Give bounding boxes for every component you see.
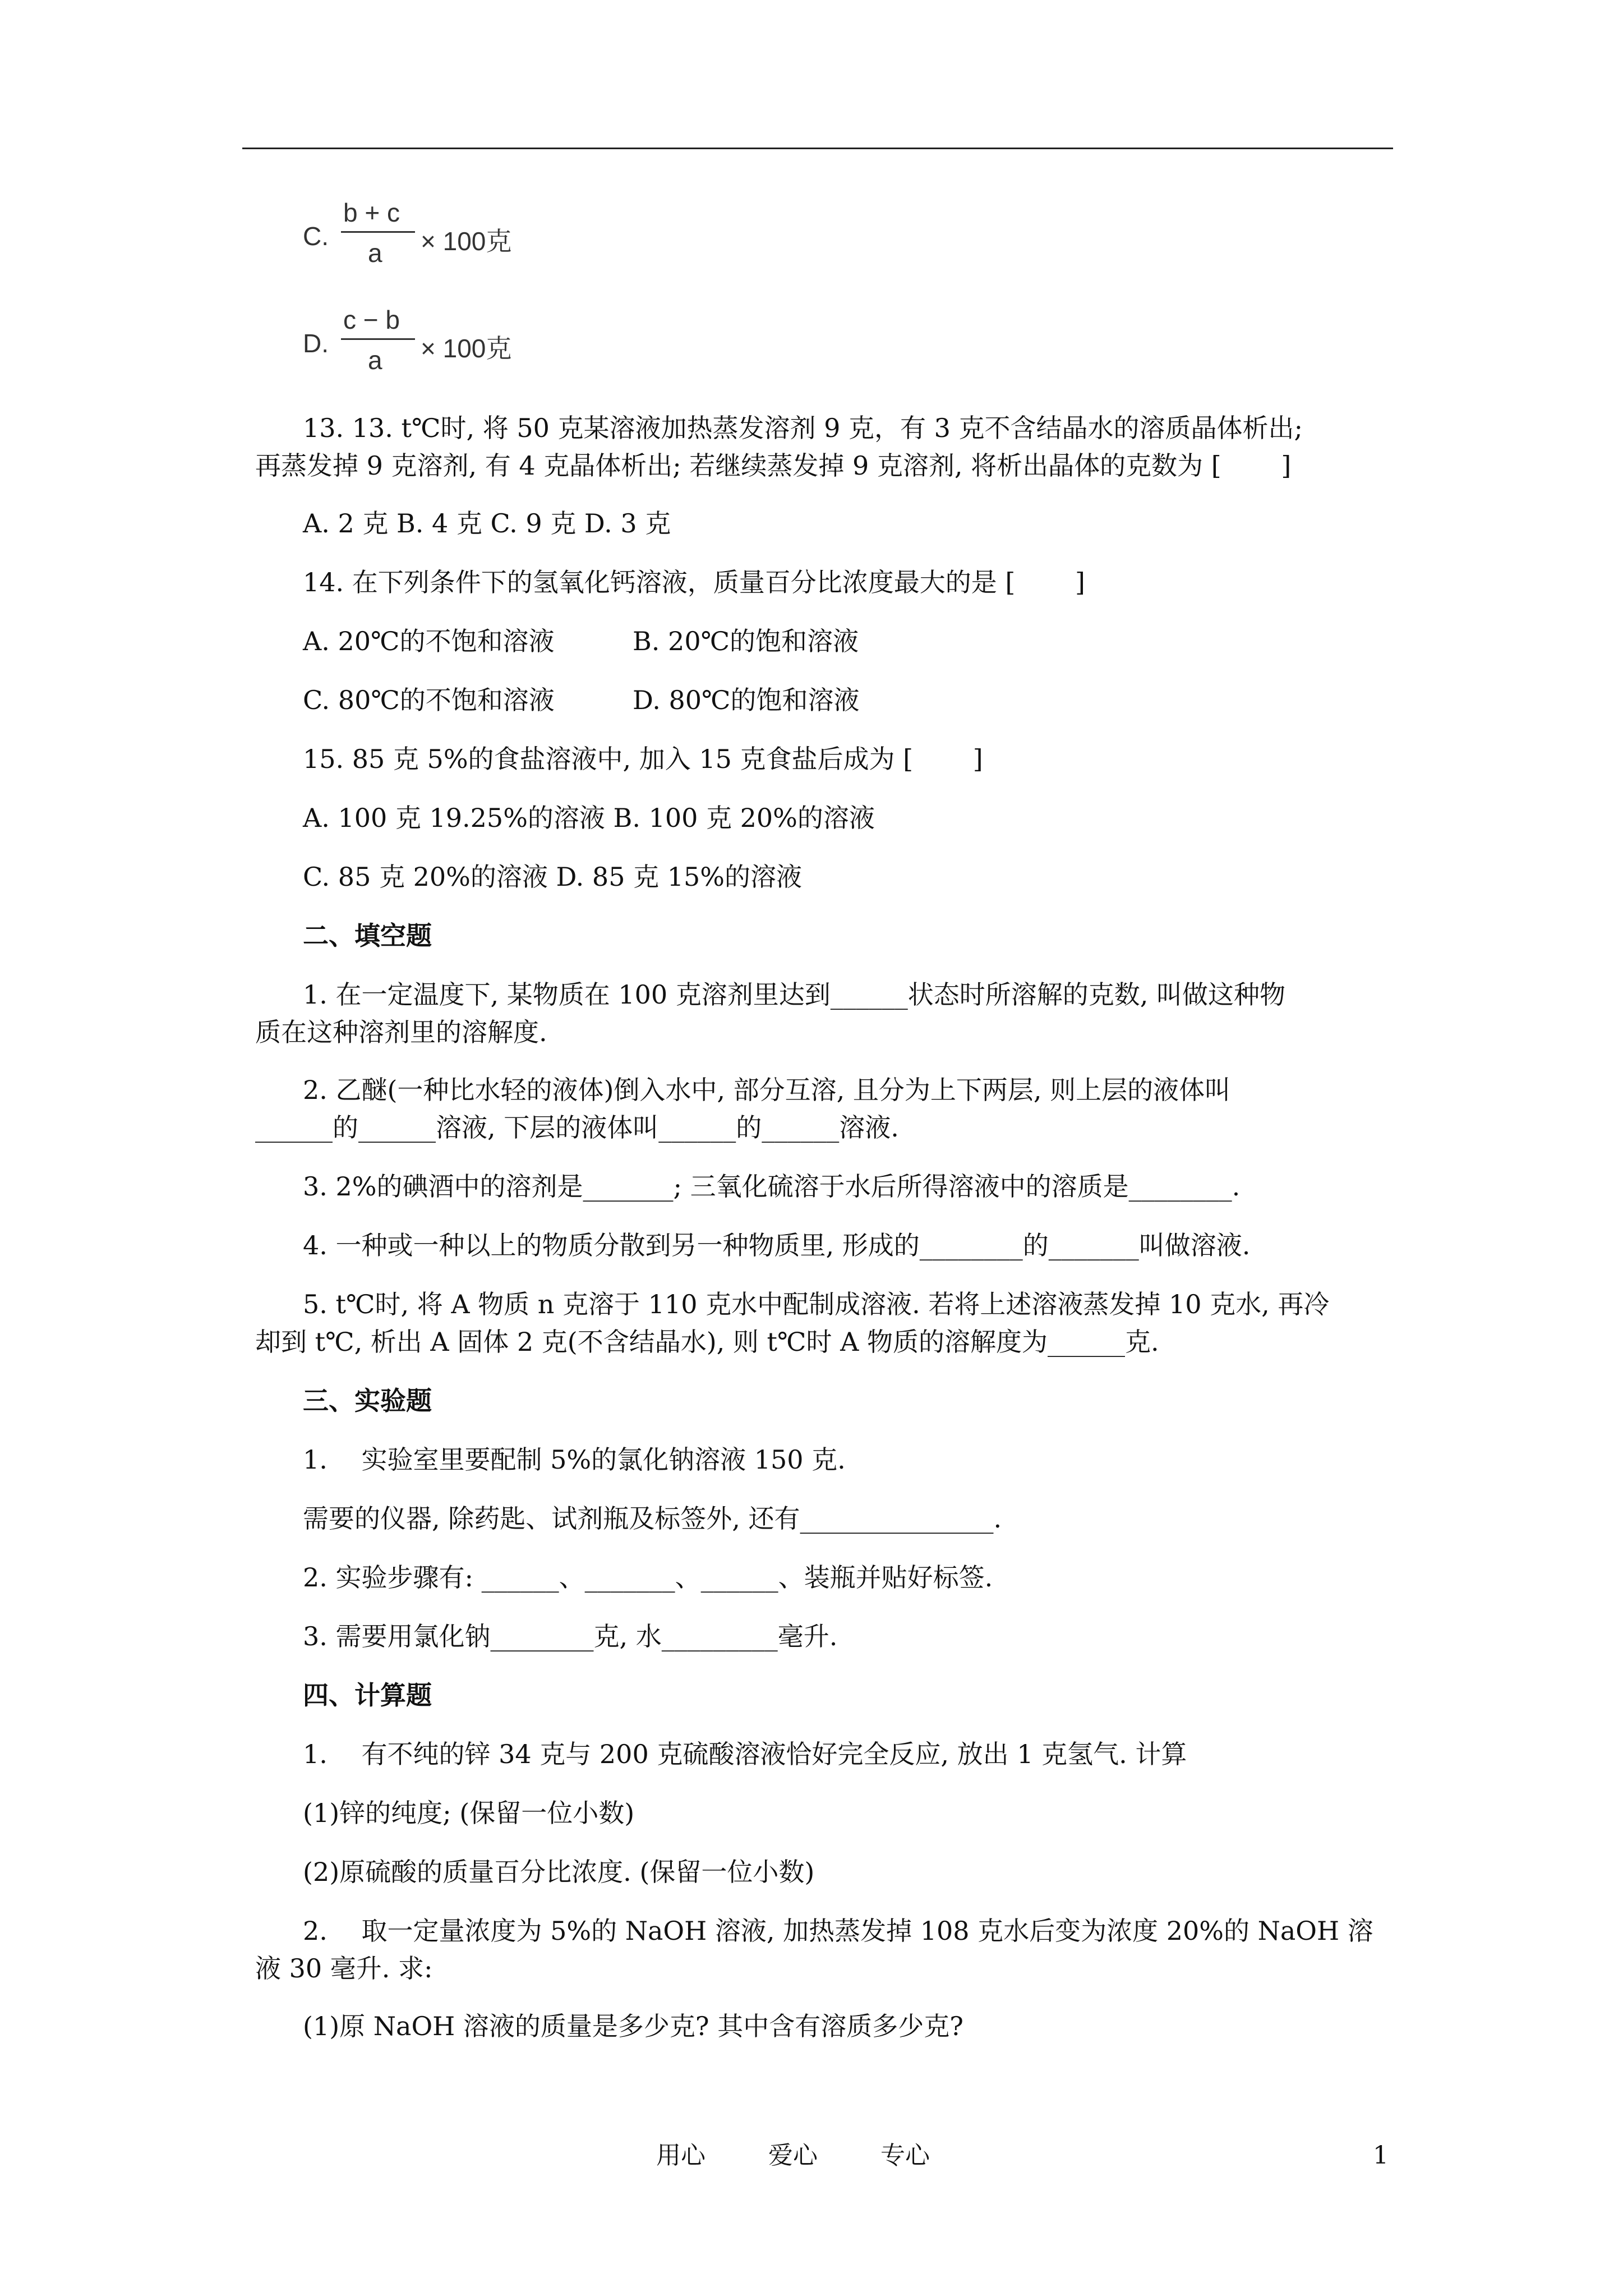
q15-options-2: C. 85 克 20%的溶液 D. 85 克 15%的溶液 [303, 862, 802, 892]
footer-motto-2: 爱心 [768, 2141, 818, 2170]
header-rule [242, 148, 1393, 149]
calc-1b: (2)原硫酸的质量百分比浓度. (保留一位小数) [303, 1857, 815, 1887]
experiment-1: 1. 实验室里要配制 5%的氯化钠溶液 150 克. [303, 1444, 846, 1475]
q14-option-d: D. 80℃的饱和溶液 [633, 685, 860, 715]
option-c-formula [303, 197, 527, 276]
option-c-denominator: a [368, 238, 382, 268]
section-heading-calculation: 四、计算题 [303, 1680, 432, 1710]
calc-2-line-2: 液 30 毫升. 求: [255, 1953, 433, 1984]
option-d-formula [303, 305, 527, 383]
fill-3: 3. 2%的碘酒中的溶剂是_______; 三氧化硫溶于水后所得溶液中的溶质是________. [303, 1171, 1241, 1202]
q15-options-1: A. 100 克 19.25%的溶液 B. 100 克 20%的溶液 [303, 803, 875, 833]
calc-2-line-1: 2. 取一定量浓度为 5%的 NaOH 溶液, 加热蒸发掉 108 克水后变为浓度 20%的 NaOH 溶 [303, 1916, 1373, 1946]
option-c-numerator: b + c [343, 198, 400, 227]
q14-option-a: A. 20℃的不饱和溶液 [303, 626, 555, 656]
fill-1-line-1: 1. 在一定温度下, 某物质在 100 克溶剂里达到______状态时所溶解的克数, 叫做这种物 [303, 979, 1286, 1010]
fraction-bar [341, 231, 415, 233]
option-c-suffix: × 100克 [421, 227, 512, 256]
section-heading-fill-in: 二、填空题 [303, 921, 432, 951]
experiment-3: 3. 需要用氯化钠________克, 水_________毫升. [303, 1621, 838, 1651]
fill-4: 4. 一种或一种以上的物质分散到另一种物质里, 形成的________的_______叫做溶液. [303, 1230, 1251, 1260]
q14-stem: 14. 在下列条件下的氢氧化钙溶液，质量百分比浓度最大的是 [ ] [303, 567, 1085, 597]
section-heading-experiment: 三、实验题 [303, 1386, 432, 1416]
calc-1: 1. 有不纯的锌 34 克与 200 克硫酸溶液恰好完全反应, 放出 1 克氢气. 计算 [303, 1739, 1187, 1769]
fill-5-line-1: 5. t℃时, 将 A 物质 n 克溶于 110 克水中配制成溶液. 若将上述溶液蒸发掉 10 克水, 再冷 [303, 1289, 1330, 1319]
q13-line-1: 13. 13. t℃时, 将 50 克某溶液加热蒸发溶剂 9 克，有 3 克不含结晶水的溶质晶体析出; [303, 413, 1303, 443]
q14-option-b: B. 20℃的饱和溶液 [633, 626, 859, 656]
option-d-suffix: × 100克 [421, 334, 512, 363]
fill-2-line-1: 2. 乙醚(一种比水轻的液体)倒入水中, 部分互溶, 且分为上下两层, 则上层的液体叫 [303, 1075, 1231, 1105]
q15-stem: 15. 85 克 5%的食盐溶液中, 加入 15 克食盐后成为 [ ] [303, 744, 983, 774]
footer-motto-1: 用心 [656, 2141, 706, 2170]
experiment-2: 2. 实验步骤有: ______、_______、______、装瓶并贴好标签. [303, 1562, 993, 1593]
q13-options: A. 2 克 B. 4 克 C. 9 克 D. 3 克 [303, 508, 671, 539]
calc-2a: (1)原 NaOH 溶液的质量是多少克? 其中含有溶质多少克? [303, 2011, 963, 2041]
experiment-1b: 需要的仪器, 除药匙、试剂瓶及标签外, 还有_______________. [303, 1503, 1002, 1534]
footer-motto-3: 专心 [880, 2141, 930, 2170]
q13-line-2: 再蒸发掉 9 克溶剂, 有 4 克晶体析出; 若继续蒸发掉 9 克溶剂, 将析出晶体的克数为 [ ] [255, 450, 1292, 481]
option-d-denominator: a [368, 346, 382, 375]
fill-2-line-2: ______的______溶液, 下层的液体叫______的______溶液. [255, 1112, 899, 1143]
calc-1a: (1)锌的纯度; (保留一位小数) [303, 1798, 635, 1828]
option-c-prefix: C. [303, 222, 329, 251]
fraction-bar [341, 338, 415, 340]
page-number: 1 [1373, 2141, 1389, 2170]
fill-5-line-2: 却到 t℃, 析出 A 固体 2 克(不含结晶水), 则 t℃时 A 物质的溶解度为______克. [255, 1327, 1159, 1357]
option-d-numerator: c − b [343, 305, 400, 334]
fill-1-line-2: 质在这种溶剂里的溶解度. [255, 1017, 547, 1047]
option-d-prefix: D. [303, 329, 329, 358]
q14-option-c: C. 80℃的不饱和溶液 [303, 685, 555, 715]
